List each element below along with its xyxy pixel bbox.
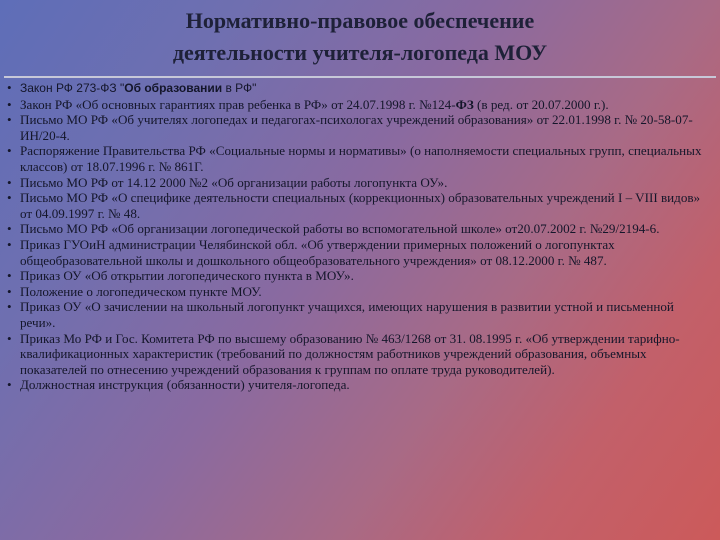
list-item bbox=[6, 268, 712, 284]
item-text: Приказ Мо РФ и Гос. Комитета РФ по высшему образованию № 463/1268 от 31. 08.1995 г. «Об утверждении тарифно-квалификационных характеристик (требований по должностям работников учреждений образования, объемных показателей по отнесению учреждений образования к группам по оплате труда руководителей). bbox=[20, 330, 680, 377]
list-item bbox=[6, 237, 712, 268]
list-item bbox=[6, 331, 712, 378]
item-text: Письмо МО РФ от 14.12 2000 №2 «Об организации работы логопункта ОУ». bbox=[20, 174, 448, 190]
item-text: в РФ" bbox=[222, 81, 257, 95]
regulations-list bbox=[6, 80, 712, 393]
item-text: (в ред. от 20.07.2000 г.). bbox=[473, 96, 609, 112]
list-item bbox=[6, 284, 712, 300]
title-line-2: деятельности учителя-логопеда МОУ bbox=[172, 40, 548, 65]
title-line-1: Нормативно-правовое обеспечение bbox=[185, 8, 535, 33]
item-text: Распоряжение Правительства РФ «Социальные нормы и нормативы» (о наполняемости специальных групп, специальных классов) от 18.07.1996 г. № 861Г. bbox=[20, 143, 702, 174]
list-item bbox=[6, 80, 712, 97]
item-text: Закон РФ 273-ФЗ " bbox=[20, 81, 125, 95]
item-text: Приказ ОУ «Об открытии логопедического пункта в МОУ». bbox=[20, 268, 354, 284]
list-item bbox=[6, 190, 712, 221]
item-text-bold: ФЗ bbox=[455, 96, 474, 112]
item-text: Письмо МО РФ «О специфике деятельности специальных (коррекционных) образовательных учреждений I – VIII видов» от 04.09.1997 г. № 48. bbox=[20, 190, 701, 221]
item-text: Положение о логопедическом пункте МОУ. bbox=[20, 283, 262, 299]
item-text: Приказ ГУОиН администрации Челябинской обл. «Об утверждении примерных положений о логопунктах общеобразовательной школы и дошкольного общеобразовательного учреждения» от 08.12.2000 г. № 487. bbox=[20, 236, 615, 268]
list-item bbox=[6, 143, 712, 174]
list-item bbox=[6, 112, 712, 143]
item-text: Письмо МО РФ «Об учителях логопедах и педагогах-психологах учреждений образования» от 22.01.1998 г. № 20-58-07-ИН/20-4. bbox=[20, 112, 693, 143]
item-text: Приказ ОУ «О зачислении на школьный логопункт учащихся, имеющих нарушения в развитии устной и письменной речи». bbox=[20, 299, 674, 330]
item-text: Письмо МО РФ «Об организации логопедической работы во вспомогательной школе» от20.07.2002 г. №29/2194-6. bbox=[20, 221, 660, 237]
list-item bbox=[6, 175, 712, 191]
list-item bbox=[6, 97, 712, 113]
slide-title bbox=[0, 5, 720, 69]
list-item bbox=[6, 377, 712, 393]
list-item bbox=[6, 299, 712, 330]
list-item bbox=[6, 221, 712, 237]
title-divider bbox=[4, 76, 716, 78]
item-text-bold: Об образовании bbox=[124, 81, 223, 95]
item-text: Должностная инструкция (обязанности) учителя-логопеда. bbox=[20, 377, 350, 393]
item-text: Закон РФ «Об основных гарантиях прав ребенка в РФ» от 24.07.1998 г. №124- bbox=[20, 96, 456, 112]
